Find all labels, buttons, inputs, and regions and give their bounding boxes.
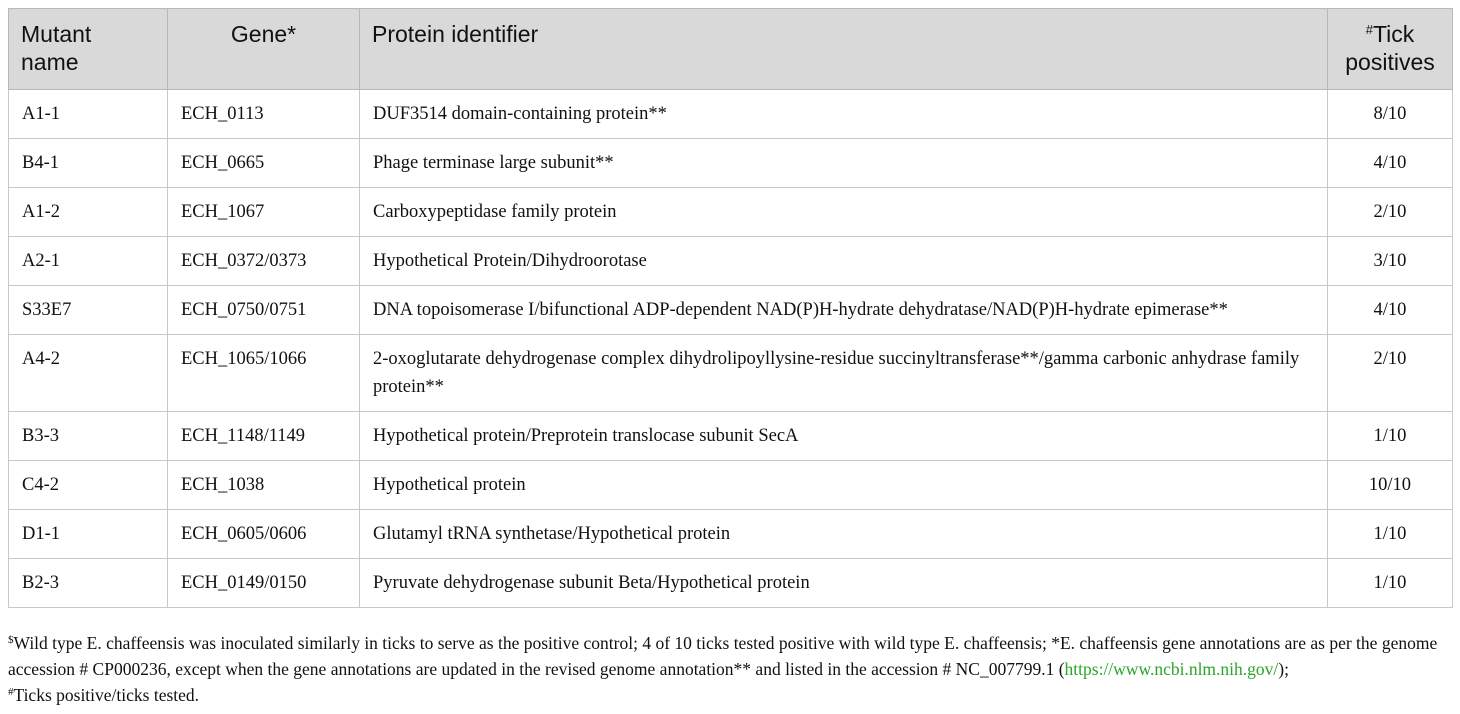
- table-row: [9, 461, 1453, 510]
- cell-mutant-name: D1-1: [9, 510, 168, 559]
- cell-mutant-name: B4-1: [9, 139, 168, 188]
- header-mutant-name: Mutant name: [9, 9, 168, 90]
- cell-mutant-name: A4-2: [9, 335, 168, 412]
- cell-protein-identifier: Hypothetical protein/Preprotein translocase subunit SecA: [360, 412, 1328, 461]
- header-protein-identifier: Protein identifier: [360, 9, 1328, 90]
- cell-gene: ECH_1038: [168, 461, 360, 510]
- table-row: [9, 335, 1453, 412]
- footnote-text-2: );: [1278, 659, 1289, 679]
- cell-protein-identifier: 2-oxoglutarate dehydrogenase complex dihydrolipoyllysine-residue succinyltransferase**/gamma carbonic anhydrase family protein**: [360, 335, 1328, 412]
- header-tick-superscript: #: [1365, 22, 1373, 37]
- table-row: [9, 90, 1453, 139]
- table-row: [9, 510, 1453, 559]
- cell-mutant-name: A2-1: [9, 237, 168, 286]
- footnote-hash-mark: #: [8, 686, 14, 698]
- cell-tick-positives: 8/10: [1328, 90, 1453, 139]
- cell-protein-identifier: DUF3514 domain-containing protein**: [360, 90, 1328, 139]
- table-row: [9, 237, 1453, 286]
- cell-gene: ECH_0665: [168, 139, 360, 188]
- cell-tick-positives: 1/10: [1328, 412, 1453, 461]
- cell-gene: ECH_0113: [168, 90, 360, 139]
- header-tick-positives: [1328, 9, 1453, 90]
- cell-tick-positives: 10/10: [1328, 461, 1453, 510]
- cell-mutant-name: A1-1: [9, 90, 168, 139]
- footnote-ncbi-link[interactable]: https://www.ncbi.nlm.nih.gov/: [1064, 659, 1279, 679]
- cell-protein-identifier: Phage terminase large subunit**: [360, 139, 1328, 188]
- table-row: [9, 559, 1453, 608]
- table-footnote: [8, 630, 1452, 708]
- cell-gene: ECH_0605/0606: [168, 510, 360, 559]
- cell-gene: ECH_1067: [168, 188, 360, 237]
- cell-tick-positives: 4/10: [1328, 139, 1453, 188]
- cell-mutant-name: B2-3: [9, 559, 168, 608]
- cell-tick-positives: 4/10: [1328, 286, 1453, 335]
- footnote-text-1: Wild type E. chaffeensis was inoculated similarly in ticks to serve as the positive control; 4 of 10 ticks tested positive with wild type E. chaffeensis; *E. chaffeensis gene annotations are as per the genome accession # CP000236, except when the gene annotations are updated in the revised genome annotation** and listed in the accession # NC_007799.1 (: [8, 633, 1438, 679]
- cell-protein-identifier: Hypothetical Protein/Dihydroorotase: [360, 237, 1328, 286]
- footnote-dollar-mark: $: [8, 634, 14, 646]
- cell-protein-identifier: Glutamyl tRNA synthetase/Hypothetical protein: [360, 510, 1328, 559]
- cell-mutant-name: B3-3: [9, 412, 168, 461]
- cell-protein-identifier: DNA topoisomerase I/bifunctional ADP-dependent NAD(P)H-hydrate dehydratase/NAD(P)H-hydrate epimerase**: [360, 286, 1328, 335]
- table-row: [9, 139, 1453, 188]
- cell-tick-positives: 1/10: [1328, 559, 1453, 608]
- cell-protein-identifier: Pyruvate dehydrogenase subunit Beta/Hypothetical protein: [360, 559, 1328, 608]
- cell-gene: ECH_0149/0150: [168, 559, 360, 608]
- header-tick-label: Tick positives: [1345, 21, 1435, 75]
- cell-mutant-name: C4-2: [9, 461, 168, 510]
- cell-gene: ECH_1148/1149: [168, 412, 360, 461]
- cell-protein-identifier: Hypothetical protein: [360, 461, 1328, 510]
- cell-mutant-name: S33E7: [9, 286, 168, 335]
- header-gene: Gene*: [168, 9, 360, 90]
- footnote-text-3: Ticks positive/ticks tested.: [13, 685, 200, 705]
- data-table-container: [8, 8, 1452, 608]
- table-row: [9, 188, 1453, 237]
- table-row: [9, 412, 1453, 461]
- table-row: [9, 286, 1453, 335]
- cell-tick-positives: 1/10: [1328, 510, 1453, 559]
- table-header-row: [9, 9, 1453, 90]
- cell-protein-identifier: Carboxypeptidase family protein: [360, 188, 1328, 237]
- cell-gene: ECH_1065/1066: [168, 335, 360, 412]
- cell-tick-positives: 2/10: [1328, 188, 1453, 237]
- cell-tick-positives: 3/10: [1328, 237, 1453, 286]
- cell-mutant-name: A1-2: [9, 188, 168, 237]
- cell-tick-positives: 2/10: [1328, 335, 1453, 412]
- cell-gene: ECH_0372/0373: [168, 237, 360, 286]
- cell-gene: ECH_0750/0751: [168, 286, 360, 335]
- mutant-table: [8, 8, 1453, 608]
